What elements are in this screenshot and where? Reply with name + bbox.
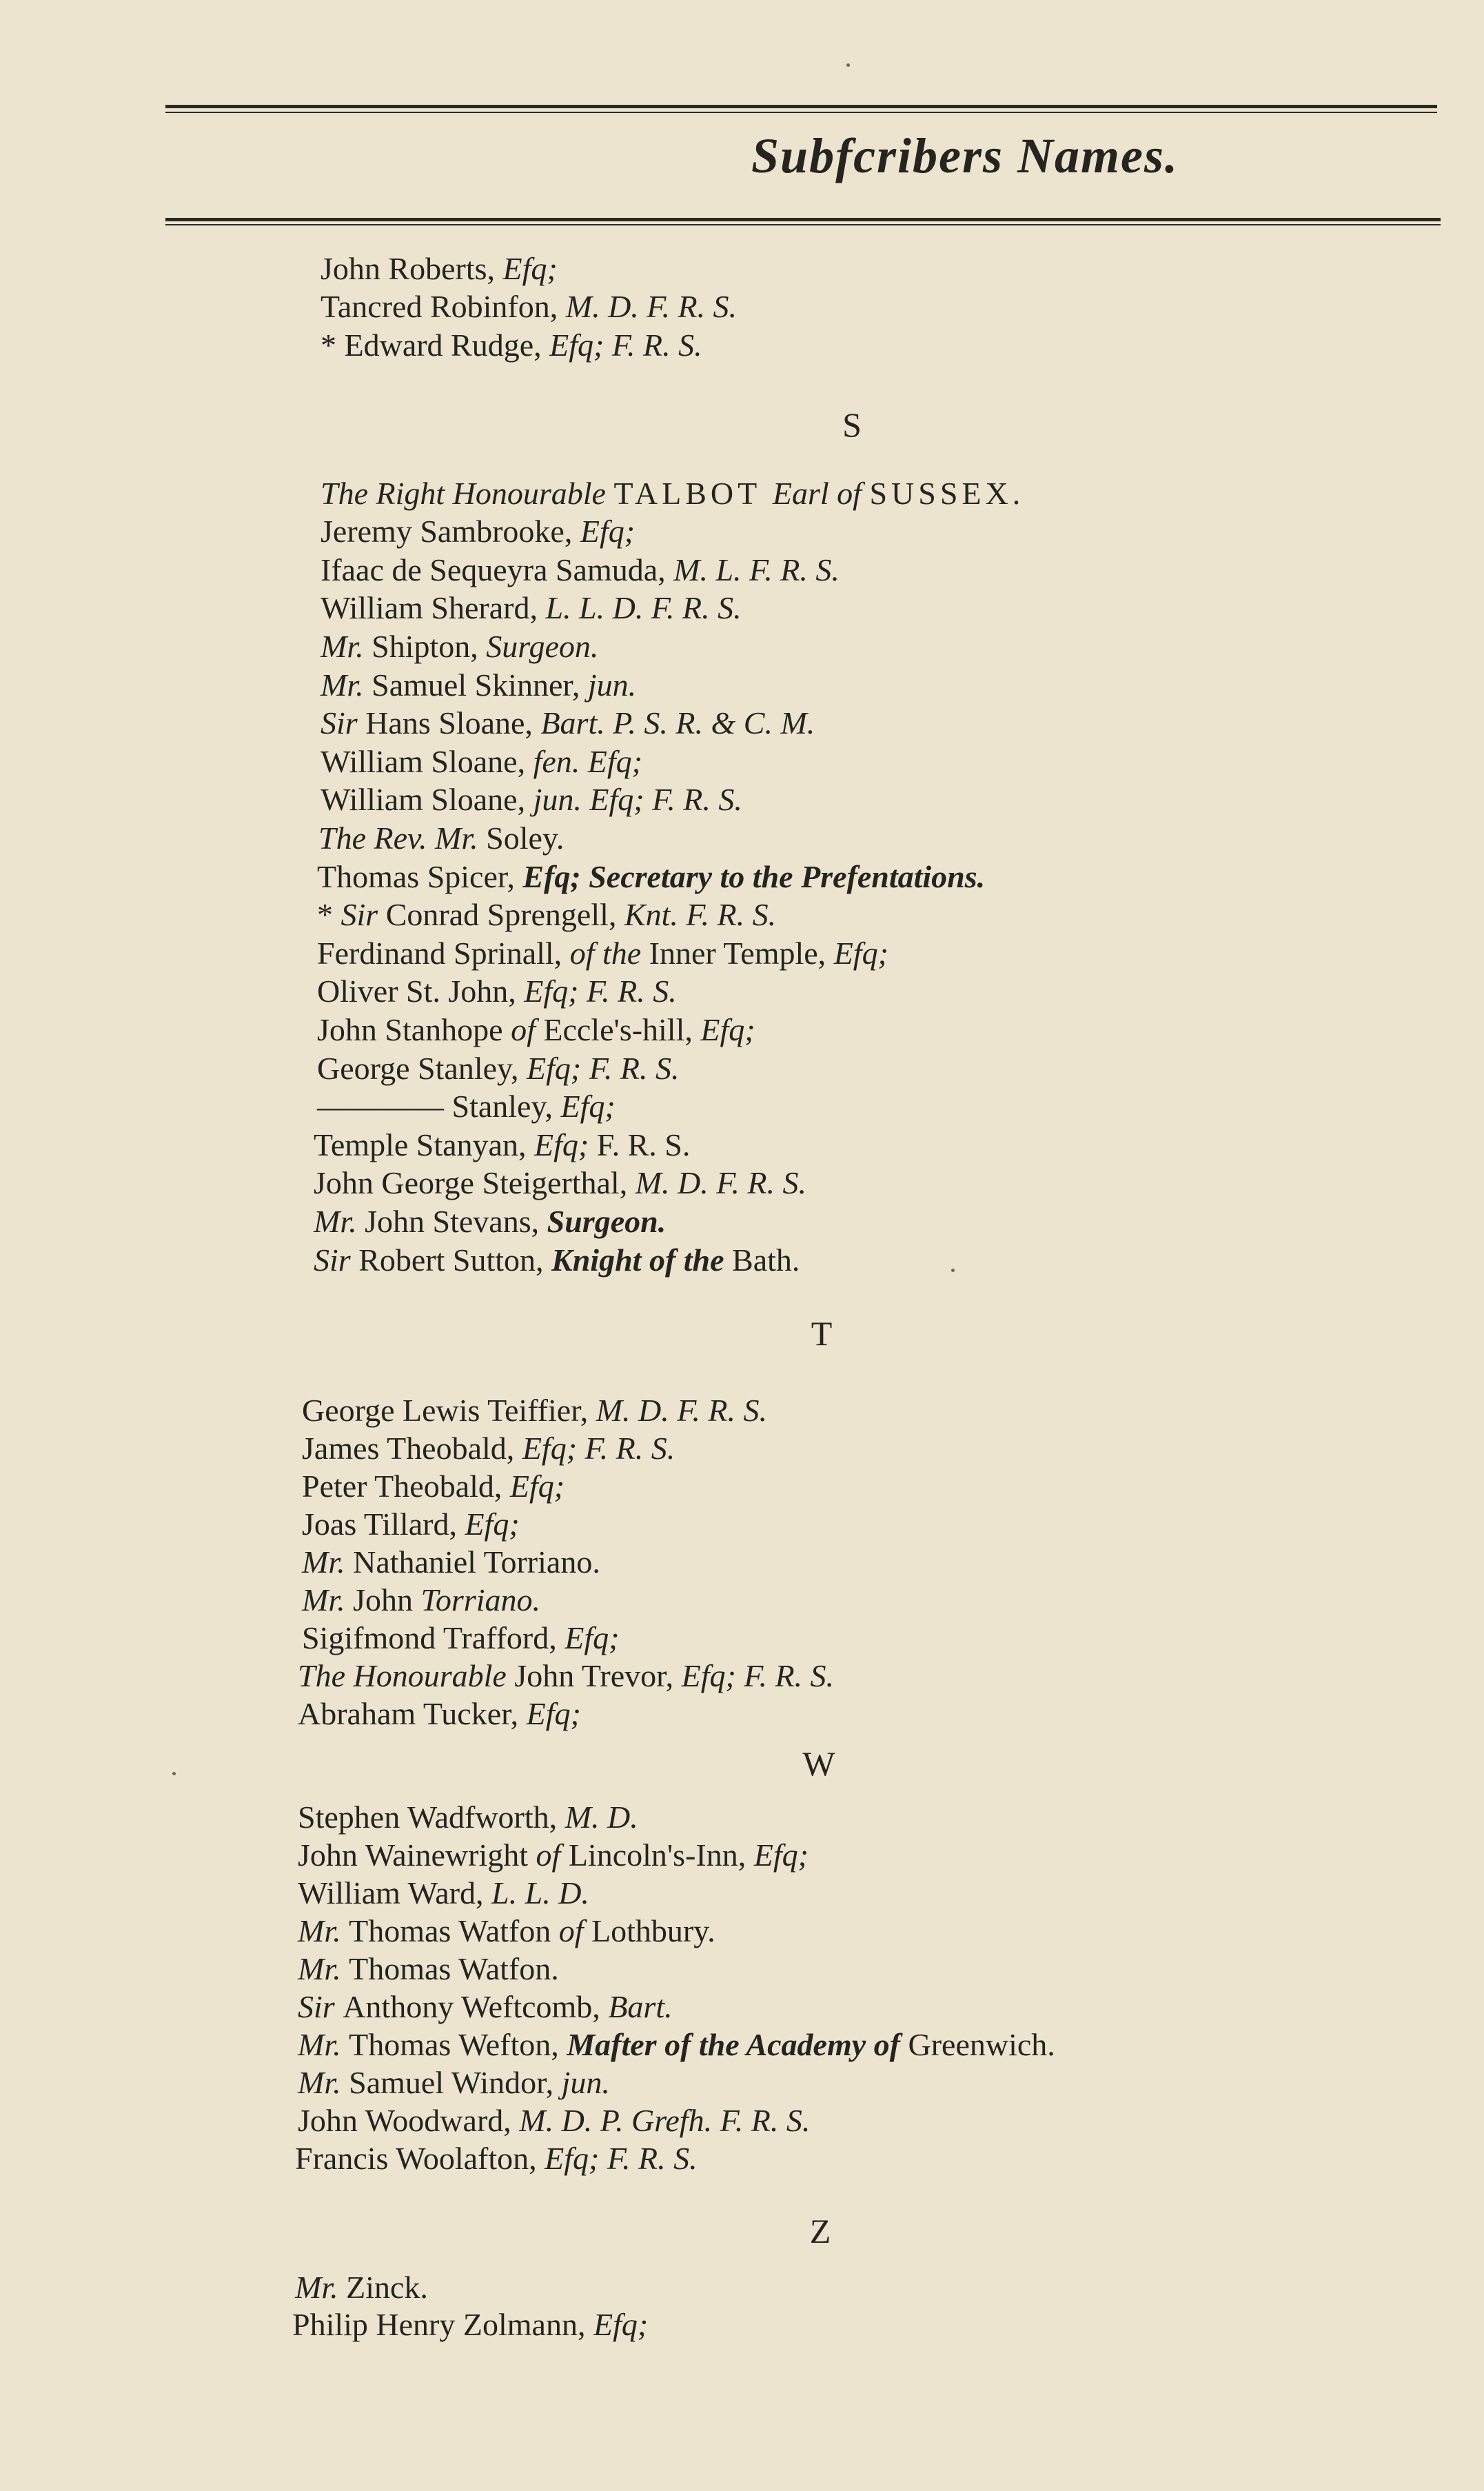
subscriber-line: The Honourable John Trevor, Efq; F. R. S. — [298, 1658, 835, 1693]
subscriber-line: George Stanley, Efq; F. R. S. — [317, 1051, 680, 1086]
section-letter-s: S — [842, 405, 862, 444]
subscriber-line: George Lewis Teiffier, M. D. F. R. S. — [302, 1393, 768, 1428]
subscriber-line: Ferdinand Sprinall, of the Inner Temple, Efq; — [317, 936, 888, 971]
subscriber-line: John Wainewright of Lincoln's-Inn, Efq; — [298, 1837, 809, 1873]
subscriber-line: Mr. Thomas Wefton, Mafter of the Academy of Greenwich. — [298, 2027, 1055, 2062]
subscriber-line: William Sloane, fen. Efq; — [321, 744, 642, 779]
subscriber-line: Mr. Shipton, Surgeon. — [321, 629, 599, 664]
subscriber-line: Sir Anthony Weftcomb, Bart. — [298, 1989, 673, 2024]
subscriber-line: Temple Stanyan, Efq; F. R. S. — [314, 1127, 691, 1162]
subscriber-line: Philip Henry Zolmann, Efq; — [292, 2307, 649, 2342]
subscriber-line: James Theobald, Efq; F. R. S. — [302, 1431, 675, 1466]
section-letter-t: T — [811, 1314, 833, 1353]
subscriber-line: Stephen Wadfworth, M. D. — [298, 1799, 638, 1835]
subscriber-line: Sir Hans Sloane, Bart. P. S. R. & C. M. — [321, 705, 815, 740]
subscriber-line: Mr. Nathaniel Torriano. — [302, 1544, 600, 1580]
subscriber-line: Mr. Samuel Skinner, jun. — [321, 667, 637, 703]
paper-speck — [951, 1269, 955, 1272]
subscriber-line: Mr. Samuel Windor, jun. — [298, 2065, 610, 2100]
header-rule-bottom-thin — [165, 224, 1441, 225]
subscriber-line: Mr. Thomas Watfon of Lothbury. — [298, 1913, 715, 1948]
subscriber-line: Mr. John Torriano. — [302, 1582, 540, 1617]
subscriber-line: Ifaac de Sequeyra Samuda, M. L. F. R. S. — [321, 552, 840, 587]
subscriber-line: Joas Tillard, Efq; — [302, 1506, 520, 1542]
subscriber-line: Oliver St. John, Efq; F. R. S. — [317, 974, 677, 1009]
section-letter-z: Z — [809, 2212, 831, 2250]
subscriber-line: William Ward, L. L. D. — [298, 1875, 589, 1910]
subscriber-line: The Right Honourable TALBOT Earl of SUSSEX. — [321, 476, 1025, 511]
page-heading: Subfcribers Names. — [751, 128, 1179, 183]
subscriber-line: ———— Stanley, Efq; — [317, 1089, 616, 1124]
section-letter-w: W — [802, 1744, 835, 1783]
subscriber-line: Peter Theobald, Efq; — [302, 1469, 565, 1504]
subscriber-line: William Sloane, jun. Efq; F. R. S. — [321, 782, 742, 817]
subscriber-line: Thomas Spicer, Efq; Secretary to the Prefentations. — [317, 859, 986, 894]
subscriber-line: Tancred Robinfon, M. D. F. R. S. — [321, 289, 738, 324]
subscriber-line: John Stanhope of Eccle's-hill, Efq; — [317, 1012, 755, 1047]
paper-speck — [172, 1772, 176, 1775]
subscriber-line: The Rev. Mr. Soley. — [318, 820, 565, 856]
subscriber-line: Mr. Thomas Watfon. — [298, 1951, 559, 1986]
header-rule-bottom — [165, 218, 1441, 221]
header-rule-top-thin — [165, 112, 1437, 113]
subscriber-line: Francis Woolafton, Efq; F. R. S. — [295, 2141, 698, 2176]
subscriber-line: John Roberts, Efq; — [321, 251, 558, 286]
subscriber-line: Mr. Zinck. — [295, 2270, 428, 2305]
subscriber-line: Abraham Tucker, Efq; — [298, 1696, 581, 1731]
subscriber-line: John George Steigerthal, M. D. F. R. S. — [314, 1165, 807, 1200]
subscriber-line: Jeremy Sambrooke, Efq; — [321, 514, 636, 549]
subscriber-line: * Sir Conrad Sprengell, Knt. F. R. S. — [317, 897, 777, 932]
subscriber-line: John Woodward, M. D. P. Grefh. F. R. S. — [298, 2103, 811, 2138]
subscriber-line: Sigifmond Trafford, Efq; — [302, 1620, 620, 1655]
header-rule-top — [165, 105, 1437, 108]
subscriber-line: Mr. John Stevans, Surgeon. — [314, 1204, 667, 1239]
subscriber-line: William Sherard, L. L. D. F. R. S. — [321, 590, 742, 625]
subscriber-line: Sir Robert Sutton, Knight of the Bath. — [314, 1242, 800, 1278]
paper-speck — [846, 63, 850, 67]
subscriber-line: * Edward Rudge, Efq; F. R. S. — [321, 327, 702, 363]
